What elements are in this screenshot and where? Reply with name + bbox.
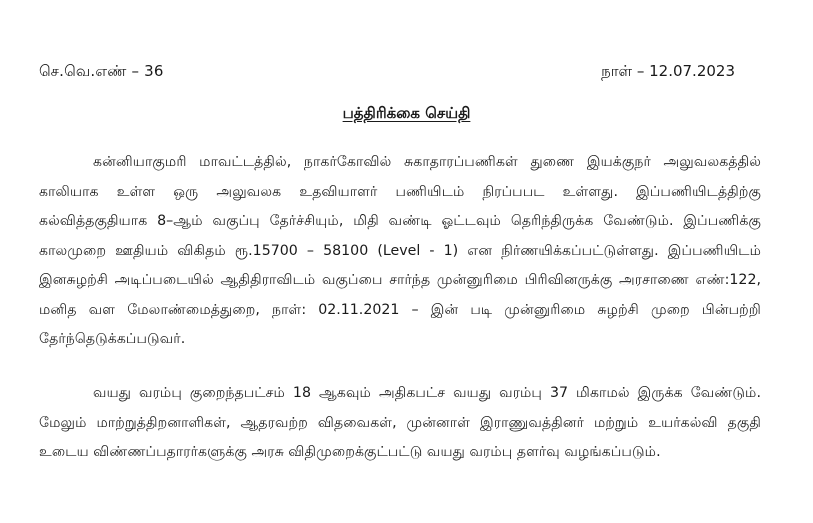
document-title: பத்திரிக்கை செய்தி	[342, 104, 471, 122]
document-title-container	[0, 104, 813, 124]
reference-number: செ.வெ.எண் – 36	[39, 62, 164, 80]
paragraph-vacancy-details: கன்னியாகுமரி மாவட்டத்தில், நாகர்கோவில் சுகாதாரப்பணிகள் துணை இயக்குநர் அலுவலகத்தில் காலியாக உள்ள ஒரு அலுவலக உதவியாளர் பணியிடம் நிரப்பபட உள்ளது. இப்பணியிடத்திற்கு கல்வித்தகுதியாக 8–ஆம் வகுப்பு தேர்ச்சியும், மிதி வண்டி ஓட்டவும் தெரிந்திருக்க வேண்டும். இப்பணிக்கு காலமுறை ஊதியம் விகிதம் ரூ.15700 – 58100 (Level - 1) என நிர்ணயிக்கப்பட்டுள்ளது. இப்பணியிடம் இனசுழற்சி அடிப்படையில் ஆதிதிராவிடம் வகுப்பை சார்ந்த முன்னுரிமை பிரிவினருக்கு அரசாணை எண்:122, மனித வள மேலாண்மைத்துறை, நாள்: 02.11.2021 – இன் படி முன்னுரிமை சுழற்சி முறை பின்பற்றி தேர்ந்தெடுக்கப்படுவர்.	[39, 154, 761, 347]
release-date: நாள் – 12.07.2023	[601, 62, 735, 80]
paragraph-age-limit: வயது வரம்பு குறைந்தபட்சம் 18 ஆகவும் அதிகபட்ச வயது வரம்பு 37 மிகாமல் இருக்க வேண்டும். மேலும் மாற்றுத்திறனாளிகள், ஆதரவற்ற விதவைகள், முன்னாள் இராணுவத்தினர் மற்றும் உயர்கல்வி தகுதி உடைய விண்ணப்பதாரர்களுக்கு அரசு விதிமுறைக்குட்பட்டு வயது வரம்பு தளர்வு வழங்கப்படும்.	[39, 385, 761, 460]
